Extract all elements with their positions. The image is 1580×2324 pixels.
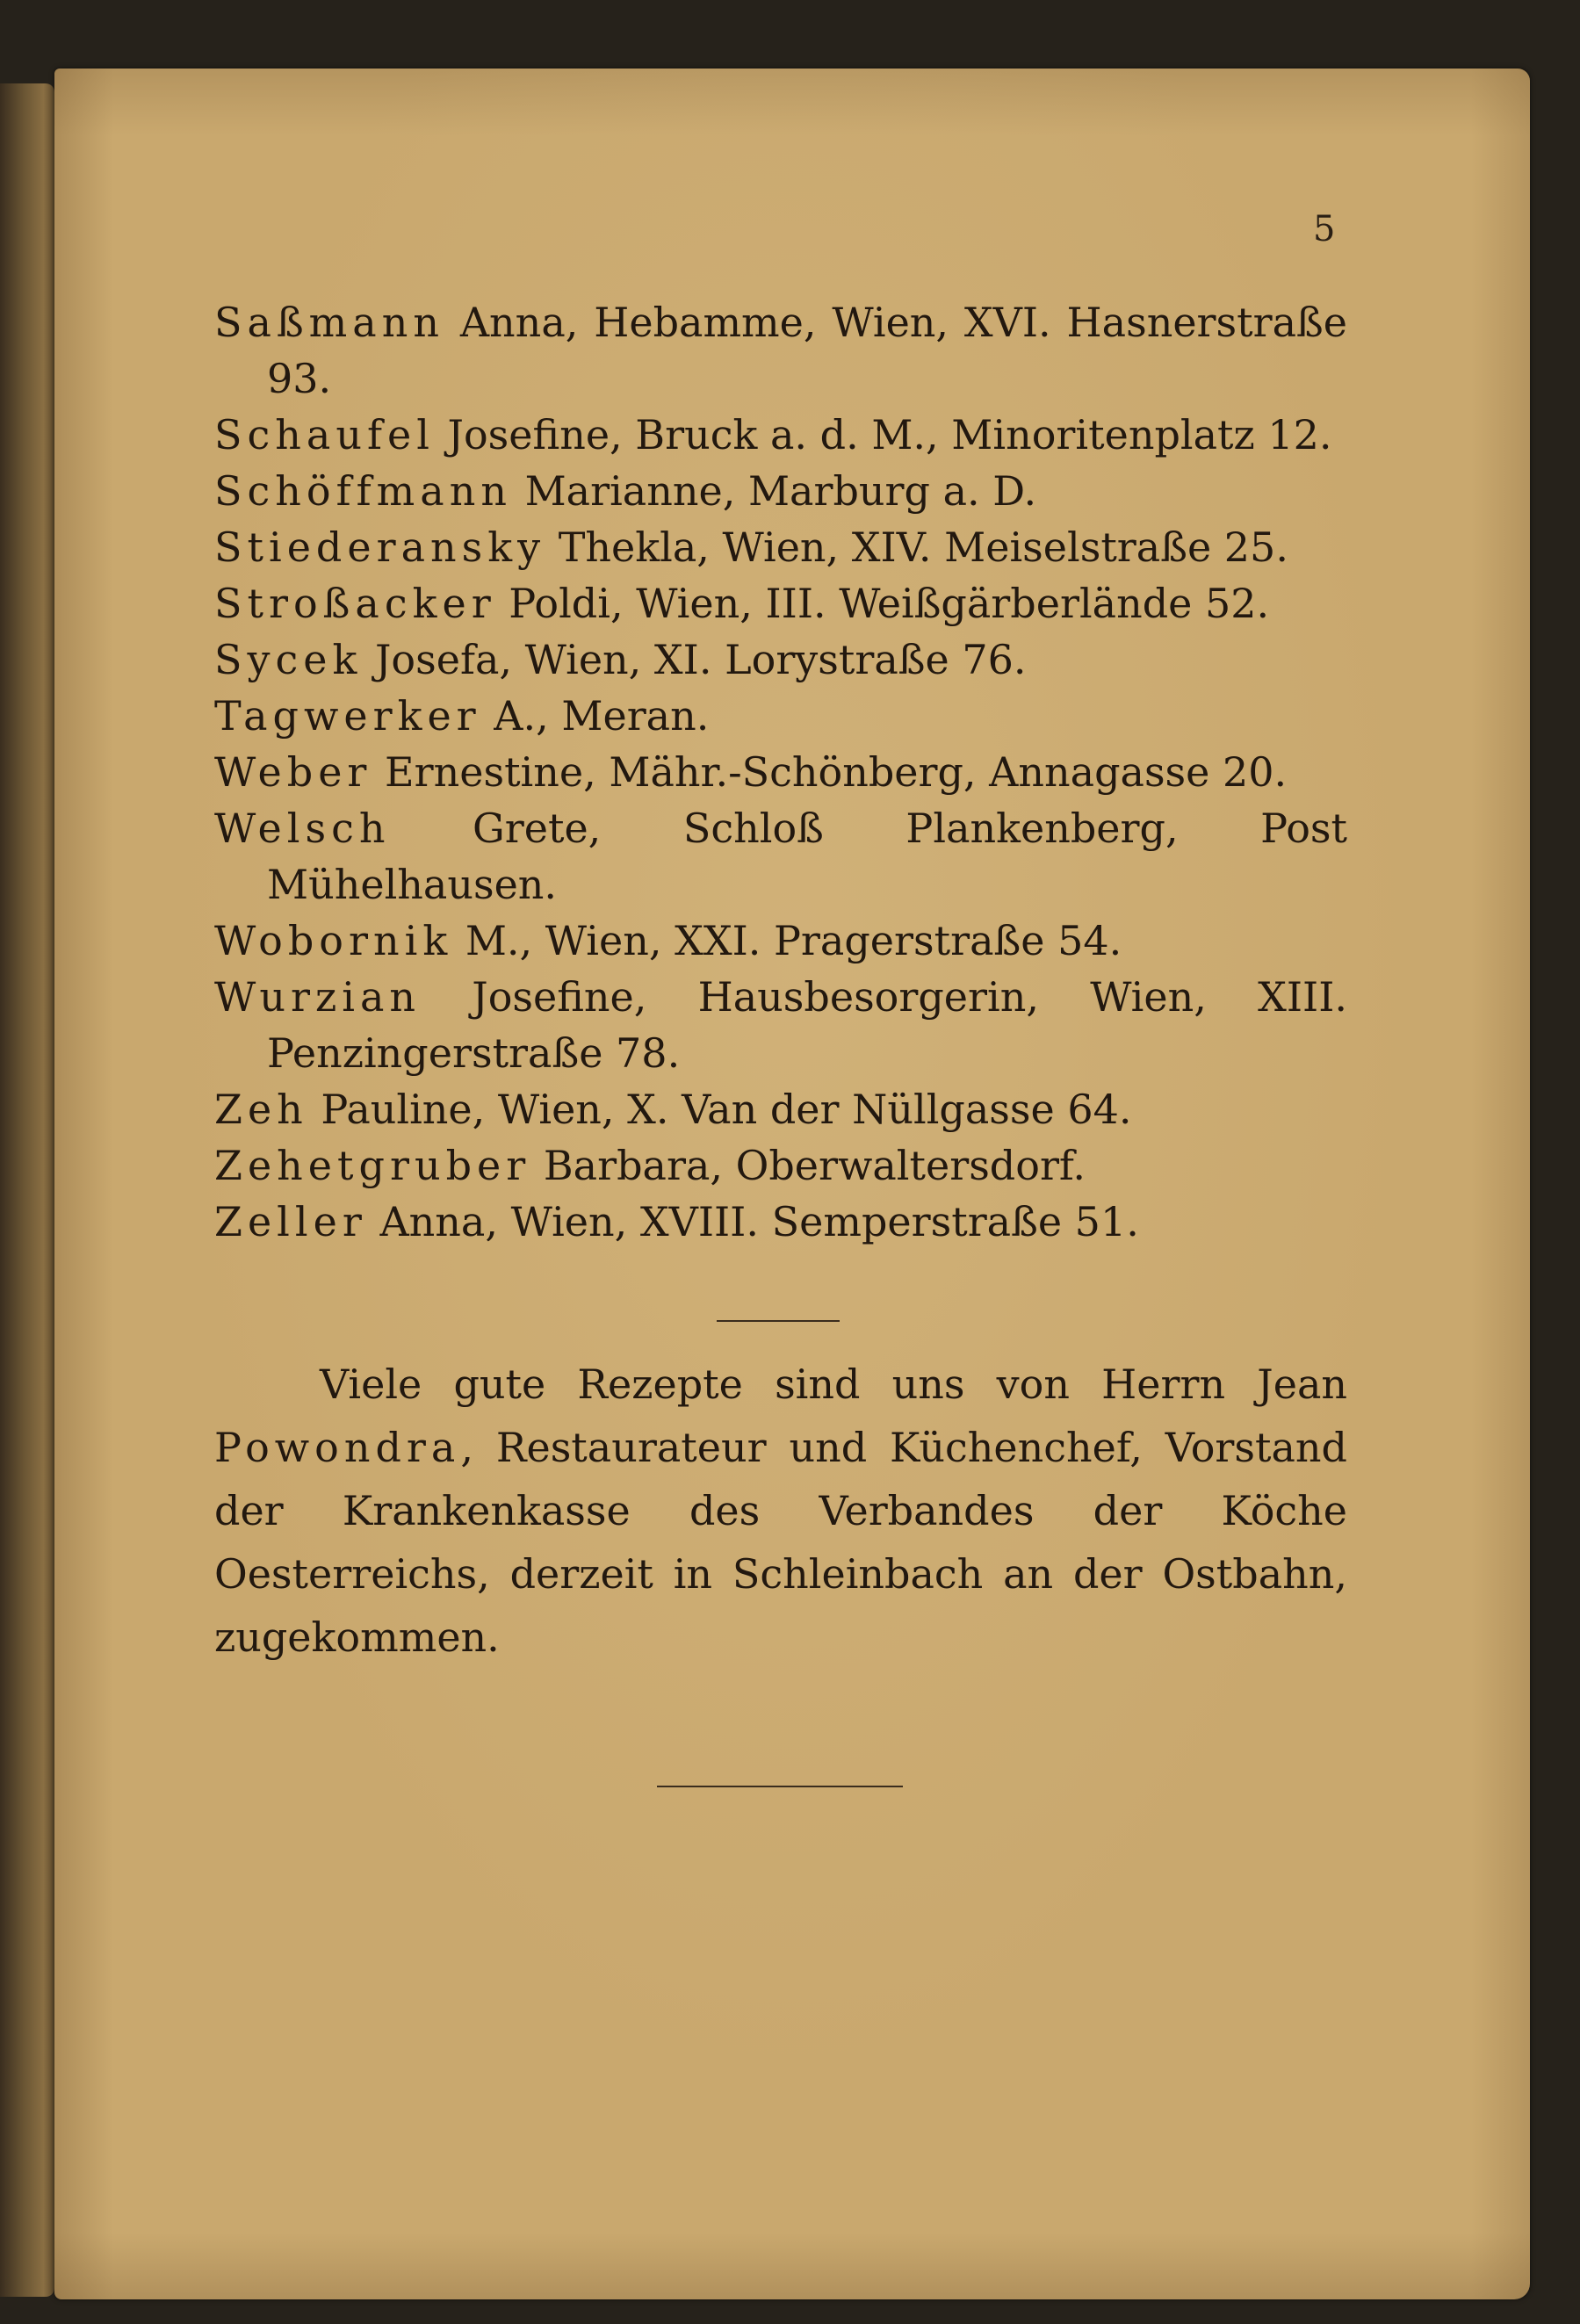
entry-details: Pauline, Wien, X. Van der Nüllgasse 64. bbox=[307, 1086, 1132, 1133]
entry-details: Josefine, Bruck a. d. M., Minoritenplatz 12. bbox=[434, 411, 1332, 458]
list-entry-13 bbox=[214, 1137, 1347, 1194]
list-entry-1 bbox=[214, 294, 1347, 407]
section-divider bbox=[717, 1320, 840, 1322]
entry-details: Poldi, Wien, III. Weißgärberlände 52. bbox=[495, 580, 1270, 627]
entry-details: Marianne, Marburg a. D. bbox=[511, 467, 1037, 515]
entry-details: Josefine, Hausbesorgerin, Wien, XIII. Penzingerstraße 78. bbox=[267, 973, 1347, 1077]
page-number: 5 bbox=[1313, 209, 1336, 249]
entry-details: Anna, Hebamme, Wien, XVI. Hasnerstraße 93. bbox=[267, 299, 1347, 402]
entry-details: Ernestine, Mähr.-Schönberg, Annagasse 20. bbox=[372, 748, 1288, 796]
entry-name: Wobornik bbox=[214, 917, 453, 964]
entry-details: Josefa, Wien, XI. Lorystraße 76. bbox=[362, 636, 1027, 683]
closing-divider bbox=[657, 1786, 903, 1787]
entry-name: Zeller bbox=[214, 1198, 367, 1245]
entry-details: Barbara, Oberwaltersdorf. bbox=[530, 1142, 1086, 1189]
entry-name: Weber bbox=[214, 748, 372, 796]
acknowledgement-paragraph bbox=[214, 1353, 1347, 1669]
entry-details: M., Wien, XXI. Pragerstraße 54. bbox=[452, 917, 1122, 964]
entry-details: Thekla, Wien, XIV. Meiselstraße 25. bbox=[545, 523, 1288, 571]
entry-name: Tagwerker bbox=[214, 692, 481, 740]
note-person-name: Powondra bbox=[214, 1424, 461, 1471]
entry-name: Zeh bbox=[214, 1086, 308, 1133]
list-entry-12 bbox=[214, 1081, 1347, 1137]
entry-details: Anna, Wien, XVIII. Semperstraße 51. bbox=[366, 1198, 1139, 1245]
list-entry-8 bbox=[214, 744, 1347, 800]
entry-name: Stiederansky bbox=[214, 523, 546, 571]
list-entry-6 bbox=[214, 632, 1347, 688]
entry-details: A., Meran. bbox=[480, 692, 710, 740]
entry-name: Zehetgruber bbox=[214, 1142, 531, 1189]
previous-page-edge bbox=[0, 83, 54, 2297]
entry-details: Grete, Schloß Plankenberg, Post Mühelhausen. bbox=[267, 805, 1347, 908]
entry-name: Wurzian bbox=[214, 973, 422, 1021]
note-text-before: Viele gute Rezepte sind uns von Herrn Jean bbox=[320, 1360, 1347, 1408]
entry-name: Sycek bbox=[214, 636, 363, 683]
entry-name: Schaufel bbox=[214, 411, 435, 458]
list-entry-14 bbox=[214, 1194, 1347, 1250]
name-list bbox=[214, 294, 1347, 1250]
list-entry-9 bbox=[214, 800, 1347, 913]
entry-name: Saßmann bbox=[214, 299, 444, 346]
list-entry-3 bbox=[214, 463, 1347, 519]
entry-name: Stroßacker bbox=[214, 580, 496, 627]
list-entry-11 bbox=[214, 969, 1347, 1081]
list-entry-10 bbox=[214, 913, 1347, 969]
list-entry-5 bbox=[214, 575, 1347, 632]
entry-name: Schöffmann bbox=[214, 467, 512, 515]
note-text-after: , Restaurateur und Küchenchef, Vorstand der Krankenkasse des Verbandes der Köche Oesterreichs, derzeit in Schleinbach an der Ostbahn, zugekommen. bbox=[214, 1424, 1347, 1661]
list-entry-4 bbox=[214, 519, 1347, 575]
list-entry-7 bbox=[214, 688, 1347, 744]
entry-name: Welsch bbox=[214, 805, 391, 852]
list-entry-2 bbox=[214, 407, 1347, 463]
